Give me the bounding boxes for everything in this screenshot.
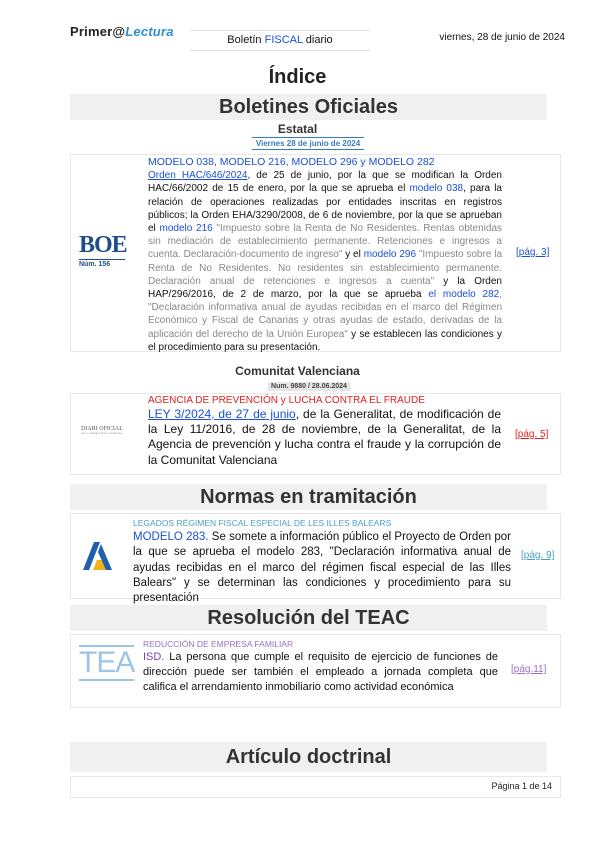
estatal-text-3: "Impuesto sobre la Renta de No Residentes. Rentas obtenidas sin mediación de establecimiento permanente. Retenciones e ingresos a cuenta. Declaración-documento de ingreso" bbox=[148, 223, 503, 261]
isd-tag: ISD. bbox=[143, 651, 165, 663]
valenciana-body bbox=[148, 395, 501, 468]
section-articulo: Artículo doctrinal bbox=[70, 742, 547, 772]
valenciana-page-link[interactable]: [pág. 5] bbox=[515, 429, 549, 440]
valenciana-text: , de la Generalitat, de modificación de la Ley 11/2016, de 28 de noviembre, de la Generalitat, de la Agencia de prevención y lucha contra el fraude y la corrupción de la Comunitat Valenciana bbox=[148, 407, 502, 467]
estatal-date-line: Viernes 28 de junio de 2024 bbox=[252, 137, 364, 150]
teac-entry bbox=[70, 634, 561, 708]
modelo-283-link[interactable]: MODELO 283. bbox=[133, 531, 209, 543]
teac-body bbox=[143, 639, 498, 695]
valenciana-entry bbox=[70, 393, 561, 475]
valenciana-title: AGENCIA DE PREVENCIÓN y LUCHA CONTRA EL FRAUDE bbox=[148, 395, 425, 406]
brand-logo bbox=[70, 24, 174, 39]
bulletin-title bbox=[190, 30, 370, 51]
brand-part2: Lectura bbox=[125, 24, 174, 39]
estatal-page-link[interactable]: [pág. 3] bbox=[516, 247, 550, 258]
normas-category: LEGADOS RÉGIMEN FISCAL ESPECIAL DE LES ILLES BALEARS bbox=[133, 518, 392, 528]
modelo-038-link[interactable]: modelo 038 bbox=[409, 183, 464, 195]
dogv-logo-text-1: DIARI OFICIAL bbox=[81, 426, 123, 432]
estatal-title: MODELO 038, MODELO 216, MODELO 296 y MODELO 282 bbox=[148, 156, 435, 168]
section-teac: Resolución del TEAC bbox=[70, 605, 547, 631]
estatal-text-4: y el bbox=[342, 249, 364, 261]
boe-logo-text: BOE bbox=[79, 232, 127, 258]
bulletin-title-suffix: diario bbox=[302, 34, 333, 46]
estatal-text-7: , "Declaración informativa anual de ayudas recibidas en el marco del Régimen Económico y Fiscal de Canarias y otras ayudas de estado, derivadas de la aplicación del derecho de la Unión Europea" bbox=[148, 289, 502, 340]
estatal-entry bbox=[70, 154, 561, 352]
bulletin-title-prefix: Boletín bbox=[227, 34, 265, 46]
estatal-heading: Estatal bbox=[277, 122, 318, 136]
boe-number: Núm. 156 bbox=[79, 259, 125, 268]
teac-text: La persona que cumple el requisito de ejercicio de funciones de dirección puede ser también el empleado a jornada completa que califica el arrendamiento inmobiliario como actividad económica bbox=[143, 651, 498, 693]
boe-logo bbox=[79, 233, 125, 271]
normas-entry bbox=[70, 513, 561, 605]
estatal-text-6: y la Orden HAP/296/2016, de 2 de marzo, por la que se aprueba bbox=[148, 275, 502, 301]
teac-page-link[interactable]: [pág.11] bbox=[511, 664, 547, 675]
estatal-text-2: , para la relación de operaciones realizadas por entidades inscritas en registros públicos; la Orden EHA/3290/2008, de 6 de noviembre, por la que se aprueban el bbox=[148, 183, 502, 235]
estatal-text-8: y se establecen las condiciones y el procedimiento para su presentación. bbox=[148, 328, 502, 353]
orden-hac-646-link[interactable]: Orden HAC/646/2024 bbox=[148, 170, 248, 182]
valenciana-heading: Comunitat Valenciana bbox=[235, 364, 360, 378]
footer bbox=[70, 776, 561, 798]
estatal-body bbox=[148, 156, 502, 354]
section-normas: Normas en tramitación bbox=[70, 484, 547, 510]
estatal-text-1: , de 25 de junio, por la que se modifican la Orden HAC/66/2002 de 15 de enero, por la que se aprueba el bbox=[148, 170, 502, 195]
teac-category: REDUCCIÓN DE EMPRESA FAMILIAR bbox=[143, 639, 294, 649]
valenciana-date-line: Num. 9880 / 28.06.2024 bbox=[268, 382, 350, 391]
page-number: Página 1 de 14 bbox=[491, 781, 552, 791]
normas-page-link[interactable]: [pág. 9] bbox=[521, 550, 555, 561]
normas-text: Se somete a información público el Proyecto de Orden por la que se aprueba el modelo 283, "Declaración informativa anual de ayudas recibidas en el marco del régimen fiscal especial de las Illes Balears" y se determinan las condiciones y procedimiento para su presentación bbox=[133, 531, 511, 605]
dogv-logo bbox=[77, 426, 127, 435]
section-boletines: Boletines Oficiales bbox=[70, 94, 547, 120]
ley-3-2024-link[interactable]: LEY 3/2024, de 27 de junio bbox=[148, 407, 296, 421]
modelo-296-link[interactable]: modelo 296 bbox=[363, 249, 417, 261]
aeat-logo-icon bbox=[79, 538, 115, 574]
header-date: viernes, 28 de junio de 2024 bbox=[439, 32, 565, 43]
dogv-logo-text-2: DE LA GENERALITAT VALENCIANA bbox=[81, 432, 123, 435]
estatal-text-5: "Impuesto sobre la Renta de No Residentes. No residentes sin establecimiento permanente. Declaración anual de retenciones e ingresos a cuenta" bbox=[148, 249, 502, 287]
modelo-216-link[interactable]: modelo 216 bbox=[159, 223, 213, 235]
modelo-282-link[interactable]: el modelo 282 bbox=[428, 289, 500, 301]
normas-body bbox=[133, 518, 511, 606]
teac-logo: TEA bbox=[79, 646, 135, 679]
brand-part1: Primer@ bbox=[70, 24, 126, 39]
index-title: Índice bbox=[268, 66, 327, 88]
bulletin-title-highlight: FISCAL bbox=[264, 34, 303, 46]
